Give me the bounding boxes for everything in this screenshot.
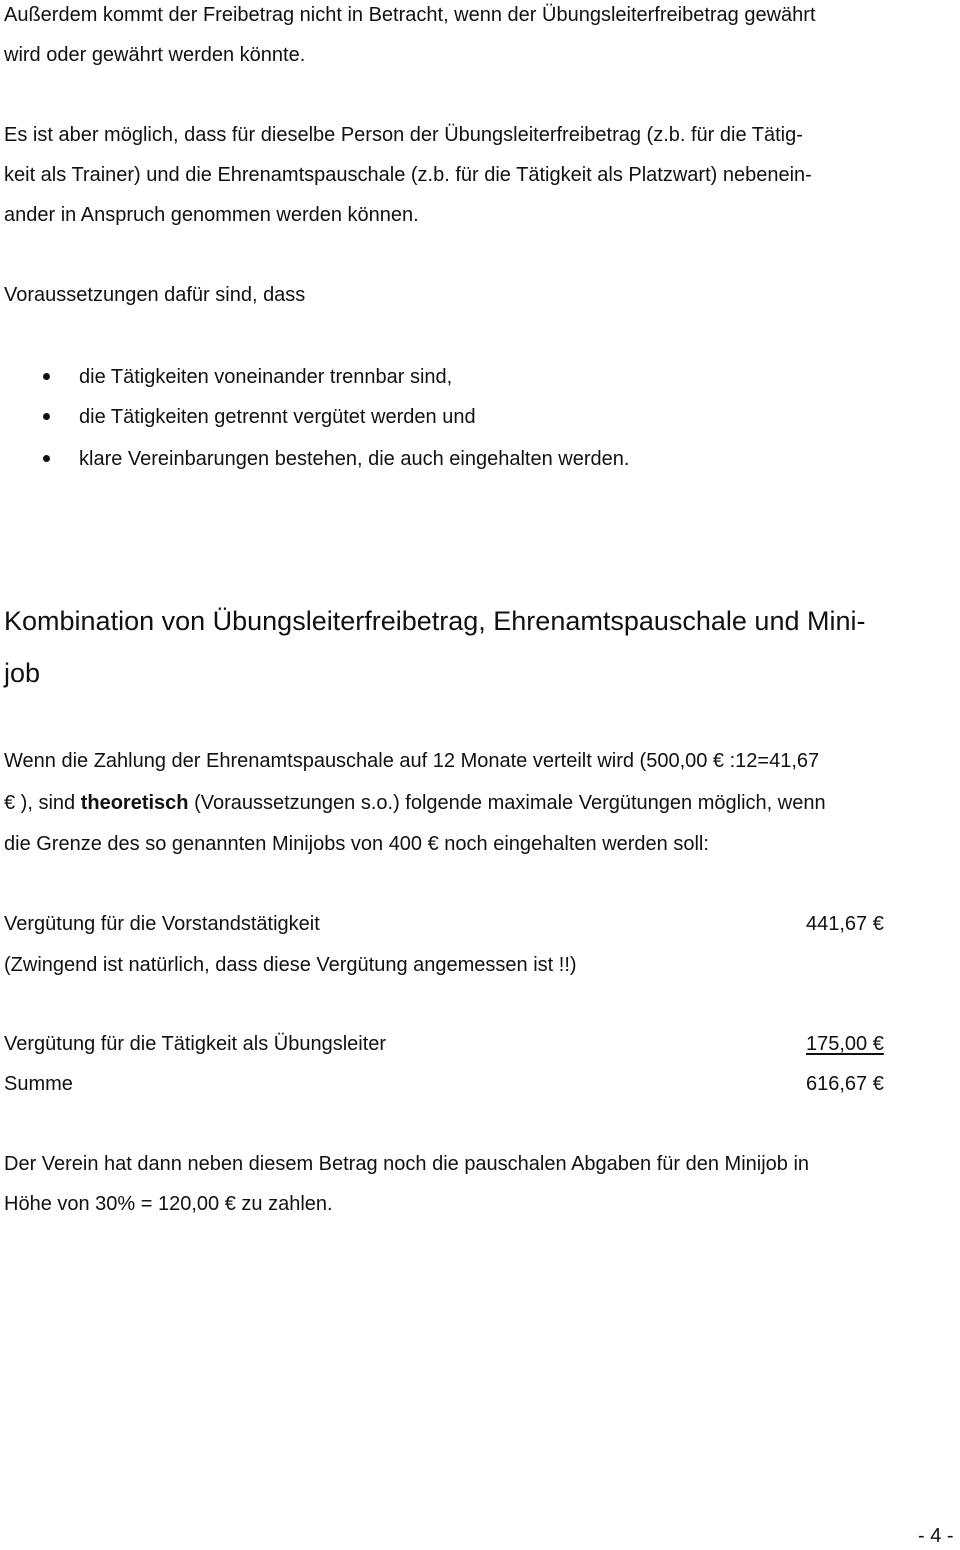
emphasis-theoretisch: theoretisch (80, 792, 189, 814)
closing-line-1: Der Verein hat dann neben diesem Betrag noch die pauschalen Abgaben für den Minijob in (4, 1153, 810, 1175)
sum-amount: 616,67 € (806, 1073, 884, 1095)
closing-line-2: Höhe von 30% = 120,00 € zu zahlen. (4, 1193, 333, 1215)
board-compensation-amount: 441,67 € (806, 913, 884, 935)
page-number: - 4 - (918, 1525, 954, 1547)
trainer-compensation-label: Vergütung für die Tätigkeit als Übungsleiter (4, 1033, 387, 1055)
explanation-text: (Voraussetzungen s.o.) folgende maximale Vergütungen möglich, wenn (188, 792, 826, 814)
bullet-icon (43, 413, 50, 420)
trainer-compensation-amount: 175,00 € (806, 1033, 884, 1055)
intro-line-1: Außerdem kommt der Freibetrag nicht in Betracht, wenn der Übungsleiterfreibetrag gewährt (4, 4, 816, 26)
section-heading-line-2: job (4, 658, 41, 688)
list-item: klare Vereinbarungen bestehen, die auch eingehalten werden. (79, 448, 630, 470)
sum-label: Summe (4, 1073, 73, 1095)
explanation-line-1: Wenn die Zahlung der Ehrenamtspauschale auf 12 Monate verteilt wird (500,00 € :12=41,67 (4, 750, 820, 772)
conditions-intro: Voraussetzungen dafür sind, dass (4, 284, 306, 306)
explanation-line-3: die Grenze des so genannten Minijobs von 400 € noch eingehalten werden soll: (4, 833, 709, 855)
bullet-icon (43, 373, 50, 380)
list-item: die Tätigkeiten getrennt vergütet werden und (79, 406, 476, 428)
explanation-text: € ), sind (4, 792, 81, 814)
bullet-icon (43, 455, 50, 462)
list-item: die Tätigkeiten voneinander trennbar sind, (79, 366, 453, 388)
possible-line-3: ander in Anspruch genommen werden können. (4, 204, 419, 226)
possible-line-1: Es ist aber möglich, dass für dieselbe Person der Übungsleiterfreibetrag (z.b. für die Tätig- (4, 124, 803, 146)
explanation-line-2 (4, 789, 826, 817)
section-heading-line-1: Kombination von Übungsleiterfreibetrag, Ehrenamtspauschale und Mini- (4, 606, 866, 636)
intro-line-2: wird oder gewährt werden könnte. (4, 44, 306, 66)
board-compensation-label: Vergütung für die Vorstandstätigkeit (4, 913, 320, 935)
possible-line-2: keit als Trainer) und die Ehrenamtspauschale (z.b. für die Tätigkeit als Platzwart) nebenein- (4, 164, 812, 186)
board-compensation-note: (Zwingend ist natürlich, dass diese Vergütung angemessen ist !!) (4, 954, 577, 976)
